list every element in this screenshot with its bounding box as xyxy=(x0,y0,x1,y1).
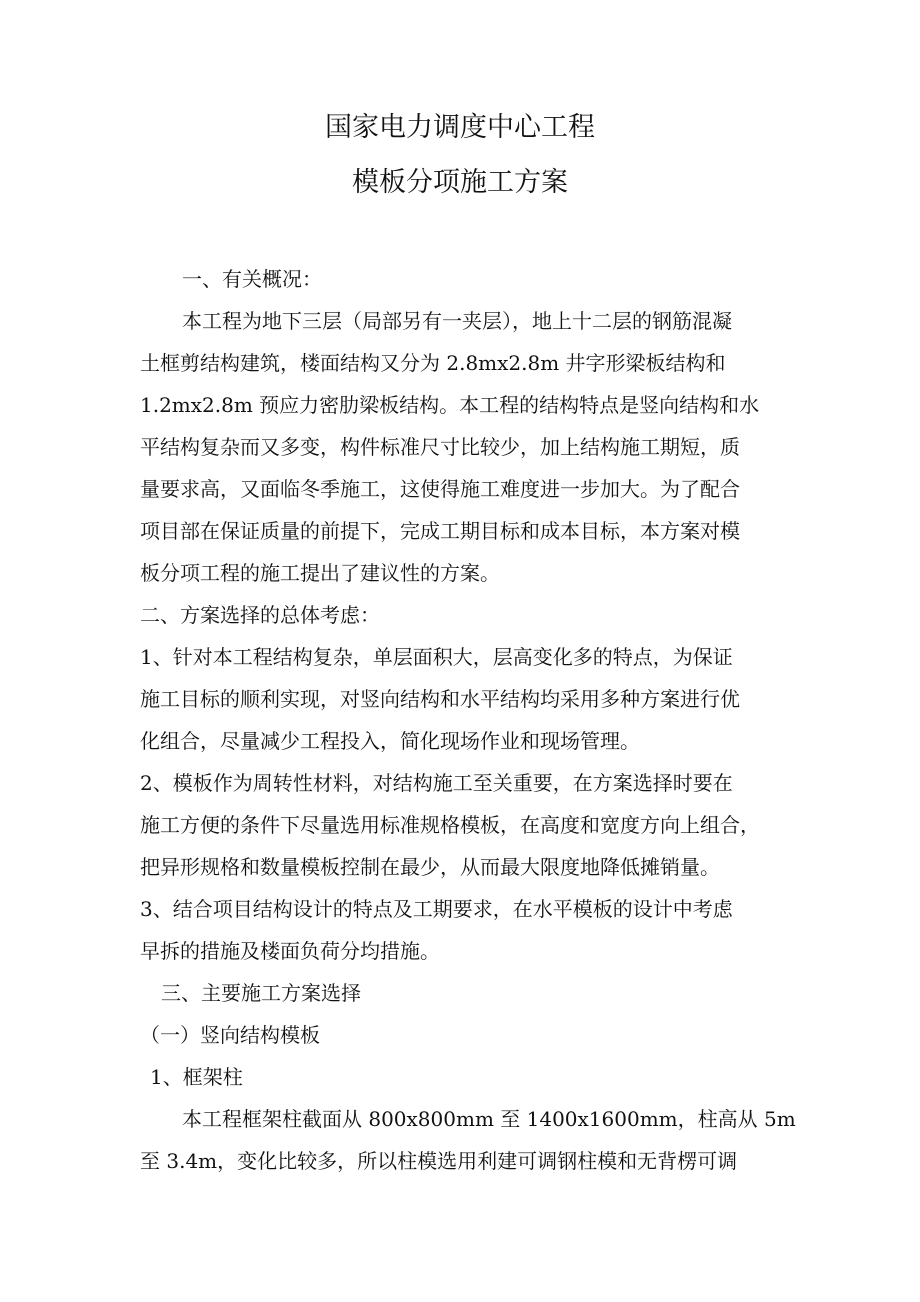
paragraph-line: 施工目标的顺利实现，对竖向结构和水平结构均采用多种方案进行优 xyxy=(140,687,740,711)
section-heading: 一、有关概况： xyxy=(182,267,322,291)
section-heading: 二、方案选择的总体考虑： xyxy=(140,603,380,627)
section-heading: 三、主要施工方案选择 xyxy=(161,981,361,1005)
paragraph-line: 化组合，尽量减少工程投入，简化现场作业和现场管理。 xyxy=(140,729,640,753)
paragraph-line: 本工程为地下三层（局部另有一夹层），地上十二层的钢筋混凝 xyxy=(182,309,732,333)
paragraph-line: 2、模板作为周转性材料，对结构施工至关重要，在方案选择时要在 xyxy=(140,771,733,795)
paragraph-line: 早拆的措施及楼面负荷分均措施。 xyxy=(140,939,440,963)
paragraph-line: 土框剪结构建筑，楼面结构又分为 2.8mx2.8m 井字形梁板结构和 xyxy=(140,351,726,375)
paragraph-line: 量要求高，又面临冬季施工，这使得施工难度进一步加大。为了配合 xyxy=(140,477,740,501)
paragraph-line: 1、针对本工程结构复杂，单层面积大，层高变化多的特点，为保证 xyxy=(140,645,733,669)
document-subtitle: 模板分项施工方案 xyxy=(352,167,568,198)
paragraph-line: 平结构复杂而又多变，构件标准尺寸比较少，加上结构施工期短，质 xyxy=(140,435,740,459)
paragraph-line: 项目部在保证质量的前提下，完成工期目标和成本目标，本方案对模 xyxy=(140,519,740,543)
paragraph-line: 1.2mx2.8m 预应力密肋梁板结构。本工程的结构特点是竖向结构和水 xyxy=(140,393,760,417)
paragraph-line: 施工方便的条件下尽量选用标准规格模板，在高度和宽度方向上组合， xyxy=(140,813,760,837)
subsection-heading: 1、框架柱 xyxy=(150,1065,243,1089)
subsection-heading: （一）竖向结构模板 xyxy=(140,1023,320,1047)
paragraph-line: 3、结合项目结构设计的特点及工期要求，在水平模板的设计中考虑 xyxy=(140,897,733,921)
paragraph-line: 把异形规格和数量模板控制在最少，从而最大限度地降低摊销量。 xyxy=(140,855,720,879)
paragraph-line: 本工程框架柱截面从 800x800mm 至 1400x1600mm，柱高从 5m xyxy=(182,1107,796,1131)
document-title: 国家电力调度中心工程 xyxy=(325,112,595,143)
paragraph-line: 至 3.4m，变化比较多，所以柱模选用利建可调钢柱模和无背楞可调 xyxy=(140,1149,738,1173)
paragraph-line: 板分项工程的施工提出了建议性的方案。 xyxy=(140,561,500,585)
